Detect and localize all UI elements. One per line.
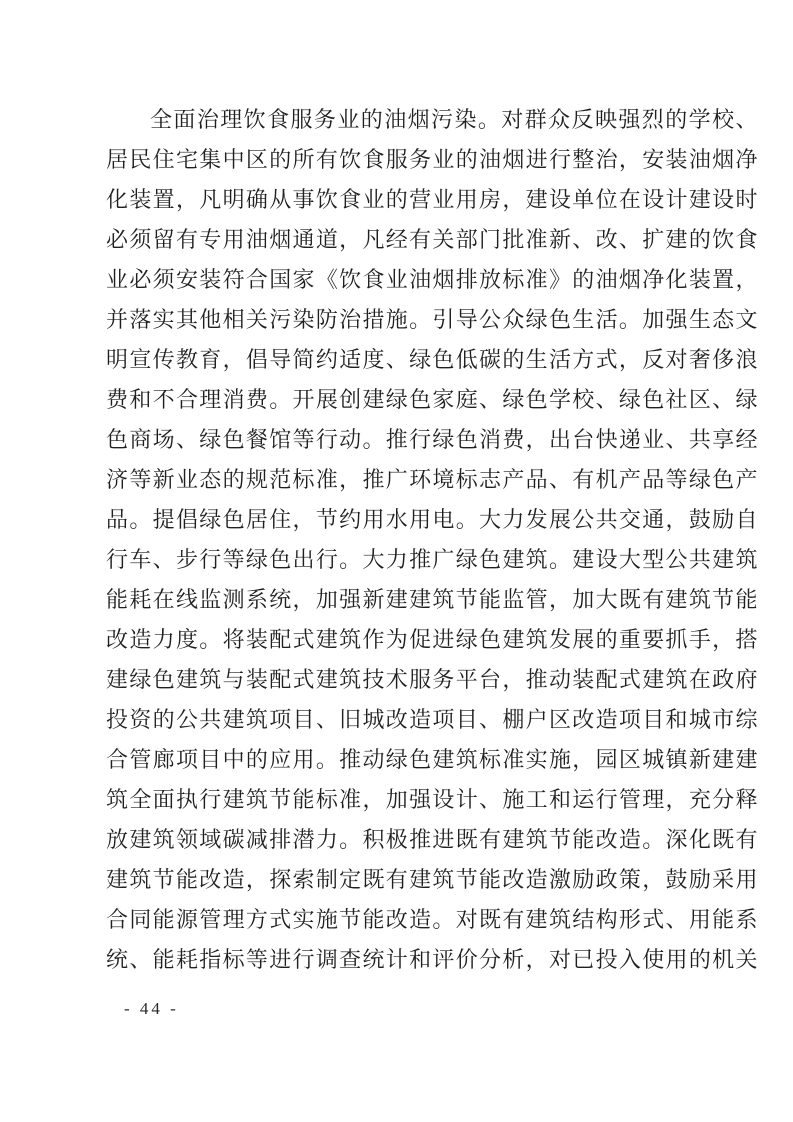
text-line: 合同能源管理方式实施节能改造。对既有建筑结构形式、用能系	[106, 907, 758, 932]
page-number: - 44 -	[124, 999, 179, 1018]
text-line: 全面治理饮食服务业的油烟污染。对群众反映强烈的学校、	[150, 107, 758, 132]
text-line: 建筑节能改造，探索制定既有建筑节能改造激励政策，鼓励采用	[106, 867, 758, 892]
text-line: 必须留有专用油烟通道，凡经有关部门批准新、改、扩建的饮食	[106, 227, 758, 252]
text-line: 放建筑领域碳减排潜力。积极推进既有建筑节能改造。深化既有	[106, 827, 758, 852]
text-line: 建绿色建筑与装配式建筑技术服务平台，推动装配式建筑在政府	[106, 667, 758, 692]
body-text	[106, 100, 758, 980]
text-line: 居民住宅集中区的所有饮食服务业的油烟进行整治，安装油烟净	[106, 147, 758, 172]
text-line: 合管廊项目中的应用。推动绿色建筑标准实施，园区城镇新建建	[106, 747, 758, 772]
text-line: 投资的公共建筑项目、旧城改造项目、棚户区改造项目和城市综	[106, 707, 758, 732]
text-line: 色商场、绿色餐馆等行动。推行绿色消费，出台快递业、共享经	[106, 427, 758, 452]
text-line: 能耗在线监测系统，加强新建建筑节能监管，加大既有建筑节能	[106, 587, 758, 612]
text-line: 品。提倡绿色居住，节约用水用电。大力发展公共交通，鼓励自	[106, 507, 758, 532]
text-line: 化装置，凡明确从事饮食业的营业用房，建设单位在设计建设时	[106, 187, 758, 212]
text-line: 筑全面执行建筑节能标准，加强设计、施工和运行管理，充分释	[106, 787, 758, 812]
text-line: 明宣传教育，倡导简约适度、绿色低碳的生活方式，反对奢侈浪	[106, 347, 758, 372]
text-line: 业必须安装符合国家《饮食业油烟排放标准》的油烟净化装置，	[106, 267, 758, 292]
text-line: 行车、步行等绿色出行。大力推广绿色建筑。建设大型公共建筑	[106, 547, 758, 572]
text-line: 济等新业态的规范标准，推广环境标志产品、有机产品等绿色产	[106, 467, 758, 492]
text-line: 统、能耗指标等进行调查统计和评价分析，对已投入使用的机关	[106, 947, 758, 972]
text-line: 并落实其他相关污染防治措施。引导公众绿色生活。加强生态文	[106, 307, 758, 332]
text-line: 改造力度。将装配式建筑作为促进绿色建筑发展的重要抓手，搭	[106, 627, 758, 652]
text-line: 费和不合理消费。开展创建绿色家庭、绿色学校、绿色社区、绿	[106, 387, 758, 412]
